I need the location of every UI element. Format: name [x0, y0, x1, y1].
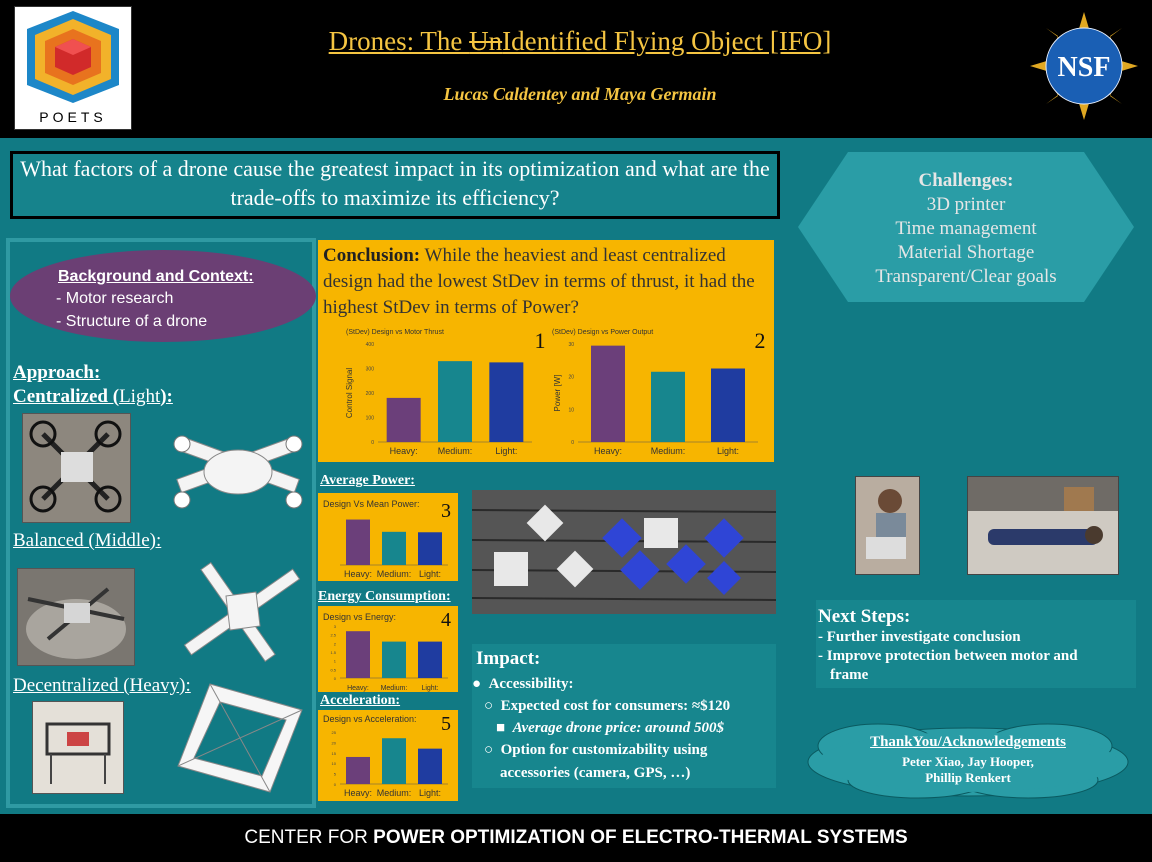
balanced-drone-photo — [17, 568, 135, 666]
acknowledgements-cloud — [798, 720, 1138, 800]
acceleration-label: Acceleration: — [320, 693, 401, 708]
chart-category-label: Light: — [421, 685, 439, 692]
chart-tick-label: 25 — [331, 730, 336, 735]
chart-tick-label: 5 — [333, 771, 336, 777]
footer-prefix: CENTER FOR — [244, 827, 374, 848]
header-bar — [0, 0, 1152, 138]
impact-item-accessibility — [472, 676, 574, 693]
centralized-label — [13, 386, 173, 408]
poets-logo-label: POETS — [39, 109, 107, 125]
impact-accessibility-text: Accessibility: — [488, 676, 574, 692]
next-step-item: - Improve protection between motor and — [818, 648, 1078, 664]
chart-tick-label: 300 — [365, 366, 374, 373]
chart-number: 1 — [534, 328, 546, 353]
chart-category-label: Heavy: — [593, 446, 623, 456]
chart-bar — [651, 372, 685, 442]
chart-power-output — [548, 322, 770, 458]
background-item: - Motor research — [56, 290, 174, 307]
chart-number: 3 — [441, 500, 451, 522]
poets-logo-graphic — [15, 7, 131, 107]
chart-ylabel: Power [W] — [553, 374, 562, 412]
chart-energy — [318, 606, 458, 692]
chart-acceleration — [318, 710, 458, 801]
chart-title: Design vs Acceleration: — [323, 714, 417, 724]
chart-bar — [346, 520, 370, 565]
chart-tick-label: 10 — [331, 761, 336, 767]
chart-number: 4 — [441, 609, 451, 631]
bullet-icon: ● — [472, 676, 489, 692]
chart-tick-label: 15 — [331, 750, 336, 756]
chart-category-label: Light: — [495, 446, 518, 456]
impact-box — [472, 644, 776, 788]
centralized-light-text: Light — [119, 386, 161, 407]
background-context-ellipse — [10, 250, 316, 342]
challenge-item: Transparent/Clear goals — [875, 266, 1057, 287]
balanced-label: Balanced (Middle): — [13, 530, 162, 551]
chart-bar — [387, 398, 421, 442]
balanced-frame-render — [176, 556, 308, 668]
student-photo-graphic — [856, 477, 919, 574]
impact-item-price — [496, 720, 724, 737]
chart-tick-label: 20 — [331, 740, 336, 746]
chart-title: Design Vs Mean Power: — [323, 499, 420, 509]
centralized-frame-render — [168, 418, 308, 526]
nsf-logo-graphic — [1030, 12, 1138, 120]
chart-tick-label: 100 — [365, 415, 374, 422]
approach-title: Approach: — [13, 362, 101, 383]
chart-title: Design vs Energy: — [323, 612, 397, 622]
impact-custom-text: Option for customizability using — [500, 742, 708, 758]
impact-item-custom — [484, 742, 707, 759]
conclusion-text — [323, 243, 773, 321]
chart-bar — [418, 642, 442, 678]
centralized-text: Centralized ( — [13, 386, 120, 407]
decentralized-frame-render — [170, 680, 310, 798]
drone-frames-photo — [472, 490, 776, 614]
drone-photo-graphic — [18, 569, 134, 665]
thanks-line: Phillip Renkert — [925, 770, 1011, 785]
background-title: Background and Context: — [58, 268, 254, 285]
chart-category-label: Medium: — [437, 446, 473, 456]
chart-tick-label: 30 — [568, 342, 574, 348]
energy-label: Energy Consumption: — [318, 589, 451, 604]
impact-item-cost — [484, 698, 730, 715]
title-part-2: Identified Flying Object [IFO] — [502, 26, 832, 56]
chart-bar — [489, 362, 523, 442]
chart-category-label: Medium: — [650, 446, 686, 456]
drone-photo-graphic — [23, 414, 130, 522]
chart-tick-label: 400 — [365, 342, 374, 348]
next-step-item: - Further investigate conclusion — [818, 629, 1021, 645]
drone-photo-graphic — [33, 702, 123, 793]
chart-category-label: Light: — [716, 446, 740, 456]
acceleration-box — [318, 710, 458, 801]
centralized-end: ): — [160, 386, 173, 407]
chart-tick-label: 0 — [571, 440, 574, 446]
chart-tick-label: 1 — [333, 658, 336, 664]
chart-tick-label: 200 — [365, 391, 374, 397]
chart-category-label: Medium: — [376, 788, 412, 798]
avg-power-box — [318, 493, 458, 581]
chart-title: (StDev) Design vs Power Output — [552, 329, 654, 336]
footer-bold: POWER OPTIMIZATION OF ELECTRO-THERMAL SYSTEMS — [373, 827, 908, 848]
chart-bar — [382, 642, 406, 678]
background-item: - Structure of a drone — [56, 313, 208, 330]
chart-bar — [382, 738, 406, 784]
decentralized-label: Decentralized (Heavy): — [13, 675, 191, 696]
chart-number: 5 — [441, 713, 451, 735]
chart-category-label: Heavy: — [343, 788, 373, 798]
chart-tick-label: 2 — [333, 641, 336, 647]
student-photo-2 — [967, 476, 1119, 575]
conclusion-heading: Conclusion: — [323, 245, 421, 266]
chart-tick-label: 0 — [333, 782, 336, 787]
chart-number: 2 — [754, 328, 766, 353]
thanks-line: Peter Xiao, Jay Hooper, — [902, 754, 1034, 769]
challenges-hexagon — [798, 152, 1134, 302]
circle-bullet-icon: ○ — [484, 698, 501, 714]
chart-tick-label: 20 — [568, 374, 574, 381]
energy-box — [318, 606, 458, 692]
poets-logo — [14, 6, 132, 130]
chart-ylabel: Control Signal — [345, 367, 354, 419]
chart-category-label: Heavy: — [389, 446, 418, 456]
circle-bullet-icon: ○ — [484, 742, 501, 758]
chart-tick-label: 3 — [333, 624, 336, 629]
nsf-logo — [1030, 12, 1138, 120]
chart-category-label: Light: — [418, 788, 442, 798]
thanks-title: ThankYou/Acknowledgements — [870, 734, 1066, 750]
chart-category-label: Medium: — [380, 685, 408, 692]
chart-category-label: Medium: — [376, 569, 412, 579]
chart-title: (StDev) Design vs Motor Thrust — [346, 329, 444, 336]
chart-bar — [418, 749, 442, 784]
chart-category-label: Light: — [418, 569, 442, 579]
chart-category-label: Heavy: — [347, 685, 369, 692]
student-photo-graphic — [968, 477, 1118, 574]
chart-bar — [591, 346, 625, 442]
chart-bar — [382, 532, 406, 565]
title-strike: Un — [469, 26, 503, 56]
chart-tick-label: 0 — [371, 440, 374, 446]
chart-tick-label: 0.5 — [330, 667, 336, 673]
footer-bar — [0, 814, 1152, 862]
drone-frames-graphic — [472, 490, 776, 614]
impact-cost-text: Expected cost for consumers: ≈$120 — [500, 698, 731, 714]
chart-tick-label: 1.5 — [330, 650, 336, 655]
chart-bar — [346, 757, 370, 784]
square-bullet-icon: ■ — [496, 720, 513, 736]
chart-bar — [418, 532, 442, 565]
centralized-drone-photo — [22, 413, 131, 523]
chart-mean-power — [318, 493, 458, 581]
next-steps-box — [816, 600, 1136, 688]
challenge-item: 3D printer — [926, 194, 1006, 215]
research-question: What factors of a drone cause the greatest impact in its optimization and what are the trade-offs to maximize its efficiency? — [10, 151, 780, 219]
chart-category-label: Heavy: — [343, 569, 373, 579]
next-step-item: frame — [830, 667, 869, 683]
impact-price-text: Average drone price: around 500$ — [512, 720, 724, 736]
chart-bar — [711, 369, 745, 443]
poster-title — [200, 26, 960, 57]
chart-motor-thrust — [322, 322, 554, 458]
decentralized-drone-photo — [32, 701, 124, 794]
nsf-logo-text: NSF — [1057, 52, 1111, 83]
chart-bar — [346, 631, 370, 678]
student-photo-1 — [855, 476, 920, 575]
chart-tick-label: 0 — [333, 676, 336, 681]
chart-tick-label: 2.5 — [330, 632, 336, 638]
challenges-title: Challenges: — [918, 170, 1014, 191]
authors: Lucas Caldentey and Maya Germain — [443, 84, 717, 104]
chart-tick-label: 10 — [568, 407, 574, 414]
next-steps-title: Next Steps: — [818, 606, 911, 627]
challenge-item: Time management — [895, 218, 1037, 239]
impact-title: Impact: — [476, 648, 541, 669]
avg-power-label: Average Power: — [320, 473, 415, 488]
challenge-item: Material Shortage — [897, 242, 1035, 263]
title-part-1: Drones: The — [328, 26, 470, 56]
chart-bar — [438, 361, 472, 442]
conclusion-body: While the heaviest and least centralized design had the lowest StDev in terms of thrust, it had the highest StDev in terms of Power? — [323, 245, 755, 318]
impact-item-custom-cont: accessories (camera, GPS, …) — [500, 765, 691, 781]
